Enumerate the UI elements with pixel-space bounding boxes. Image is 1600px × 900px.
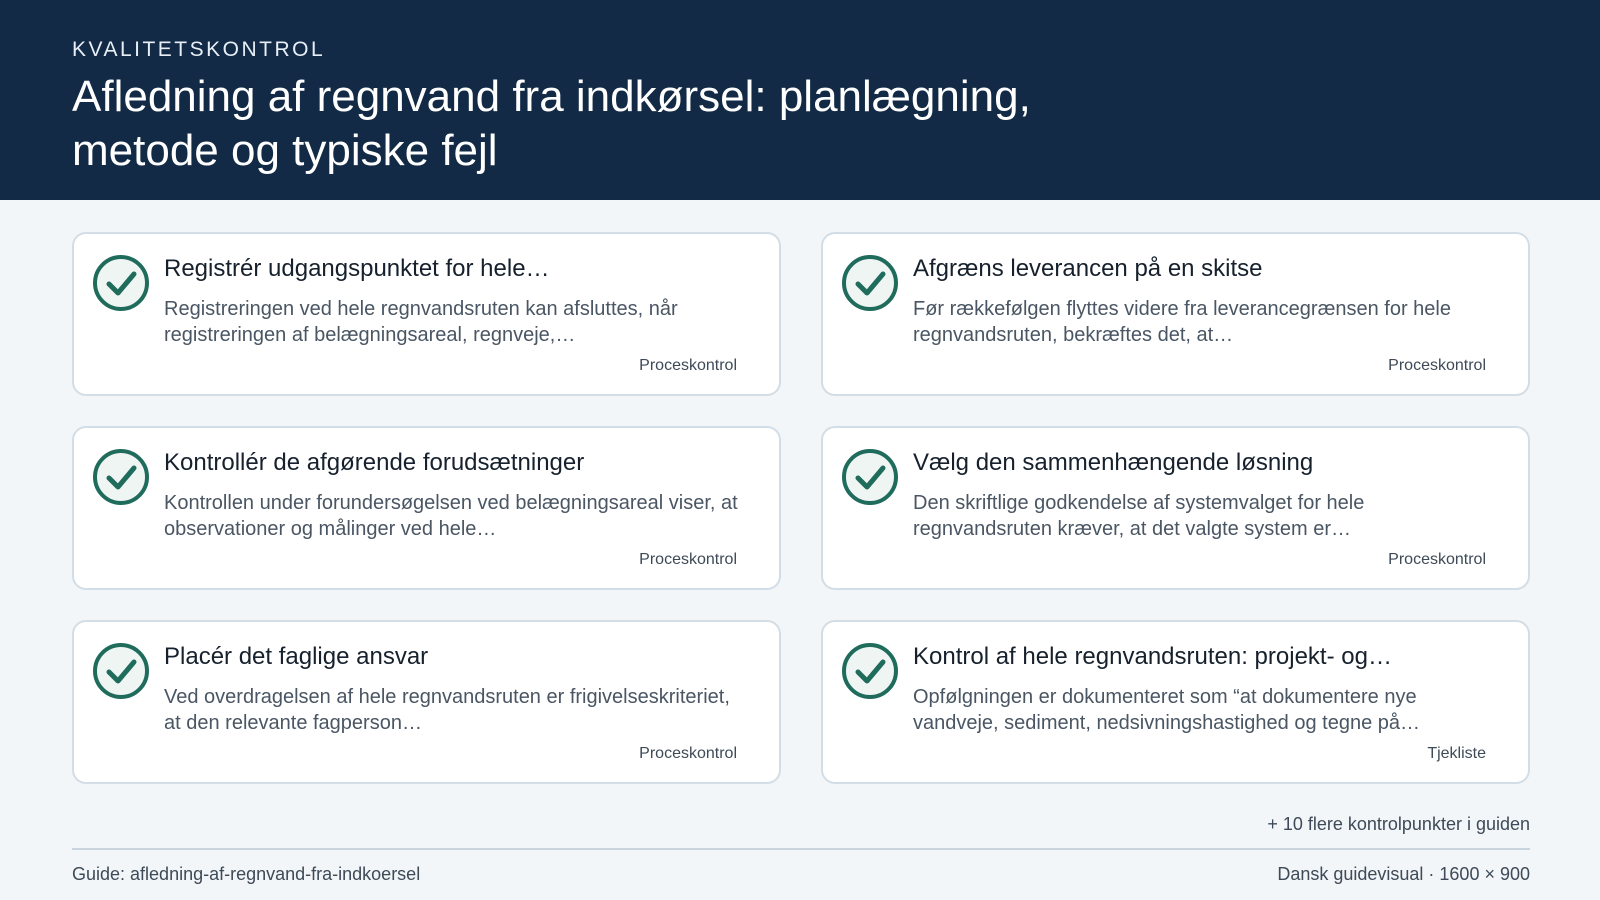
checkpoint-title: Placér det faglige ansvar xyxy=(164,643,429,670)
checkpoint-tag: Proceskontrol xyxy=(639,551,737,568)
checkpoint-description: Kontrollen under forundersøgelsen ved belægningsareal viser, at observationer og målinger ved hele… xyxy=(164,492,738,540)
checkpoint-card[interactable] xyxy=(72,620,781,784)
page-title: Afledning af regnvand fra indkørsel: planlægning, metode og typiske fejl xyxy=(72,72,1031,175)
check-circle-icon xyxy=(841,642,899,700)
checkpoint-title: Kontrollér de afgørende forudsætninger xyxy=(164,449,585,476)
check-circle-icon xyxy=(841,448,899,506)
check-circle-icon xyxy=(841,254,899,312)
footer-divider xyxy=(72,848,1530,850)
checkpoint-tag: Proceskontrol xyxy=(639,357,737,374)
checkpoint-title: Registrér udgangspunktet for hele… xyxy=(164,255,550,282)
checkpoint-description: Den skriftlige godkendelse af systemvalget for hele regnvandsruten kræver, at det valgte system er… xyxy=(913,492,1365,540)
checkpoint-title: Kontrol af hele regnvandsruten: projekt- og… xyxy=(913,643,1392,670)
check-circle-icon xyxy=(92,448,150,506)
checkpoint-description: Opfølgningen er dokumenteret som “at dokumentere nye vandveje, sediment, nedsivningshastighed og tegne på… xyxy=(913,686,1421,734)
checkpoint-tag: Proceskontrol xyxy=(639,745,737,762)
more-checkpoints-link[interactable]: + 10 flere kontrolpunkter i guiden xyxy=(1267,814,1530,834)
header-banner xyxy=(0,0,1600,200)
checkpoint-card[interactable] xyxy=(72,232,781,396)
check-circle-icon xyxy=(92,254,150,312)
checkpoint-description: Ved overdragelsen af hele regnvandsruten er frigivelseskriteriet, at den relevante fagperson… xyxy=(164,686,730,734)
checkpoint-card[interactable] xyxy=(72,426,781,590)
checkpoint-card[interactable] xyxy=(821,232,1530,396)
checkpoint-tag: Tjekliste xyxy=(1427,745,1486,762)
checkpoint-tag: Proceskontrol xyxy=(1388,551,1486,568)
checkpoint-card[interactable] xyxy=(821,426,1530,590)
section-eyebrow: KVALITETSKONTROL xyxy=(72,38,326,61)
checkpoint-description: Registreringen ved hele regnvandsruten kan afsluttes, når registreringen af belægningsareal, regnveje,… xyxy=(164,298,678,346)
checkpoint-title: Afgræns leverancen på en skitse xyxy=(913,255,1263,282)
checkpoint-card[interactable] xyxy=(821,620,1530,784)
checkpoint-tag: Proceskontrol xyxy=(1388,357,1486,374)
checkpoint-grid xyxy=(72,232,1530,784)
checkpoint-description: Før rækkefølgen flyttes videre fra leverancegrænsen for hele regnvandsruten, bekræftes det, at… xyxy=(913,298,1451,346)
footer-guide-slug: Guide: afledning-af-regnvand-fra-indkoersel xyxy=(72,864,421,884)
footer-meta: Dansk guidevisual · 1600 × 900 xyxy=(1277,864,1530,884)
check-circle-icon xyxy=(92,642,150,700)
checkpoint-title: Vælg den sammenhængende løsning xyxy=(913,449,1314,476)
